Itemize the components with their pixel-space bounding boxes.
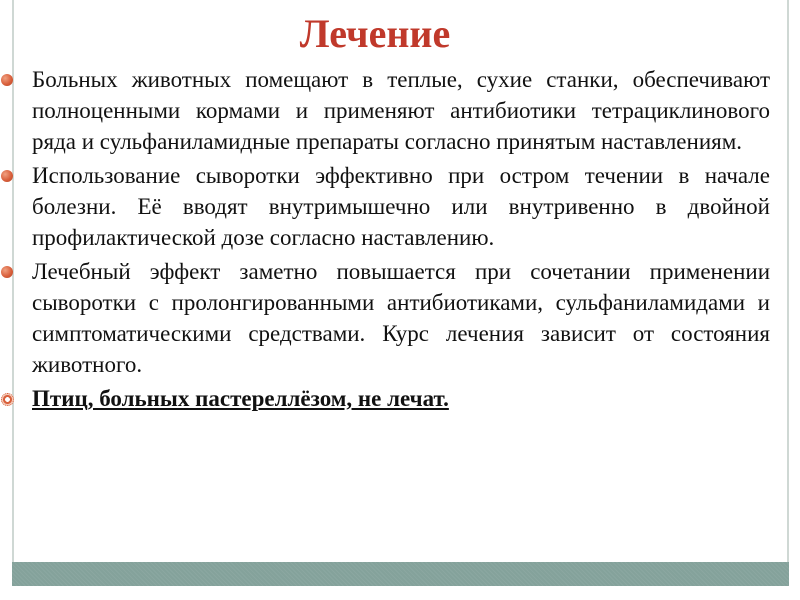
- slide-border-right: [787, 0, 789, 565]
- list-item: [32, 256, 770, 380]
- list-item: [32, 64, 770, 157]
- list-item-text: Больных животных помещают в теплые, сухие станки, обеспечивают полноценными кормами и применяют антибиотики тетрациклинового ряда и сульфаниламидные препараты согласно принятым наставлениям.: [32, 67, 770, 154]
- bullet-icon: [1, 266, 13, 278]
- list-item-text: Использование сыворотки эффективно при остром течении в начале болезни. Её вводят внутримышечно или внутривенно в двойной профилактической дозе согласно наставлению.: [32, 163, 770, 250]
- slide-title: Лечение: [299, 11, 451, 56]
- list-item-emphasis: [32, 383, 770, 414]
- bullet-list: [32, 64, 770, 417]
- list-item: [32, 160, 770, 253]
- list-item-text: Лечебный эффект заметно повышается при сочетании применении сыворотки с пролонгированными антибиотиками, сульфаниламидами и симптоматическими средствами. Курс лечения зависит от состояния животного.: [32, 259, 770, 377]
- list-item-text: Птиц, больных пастереллёзом, не лечат.: [32, 386, 449, 411]
- bullet-icon: [1, 74, 13, 86]
- footer-band: [12, 562, 789, 586]
- bullet-icon: [1, 393, 14, 406]
- bullet-icon: [1, 170, 13, 182]
- slide-border-left: [12, 0, 14, 565]
